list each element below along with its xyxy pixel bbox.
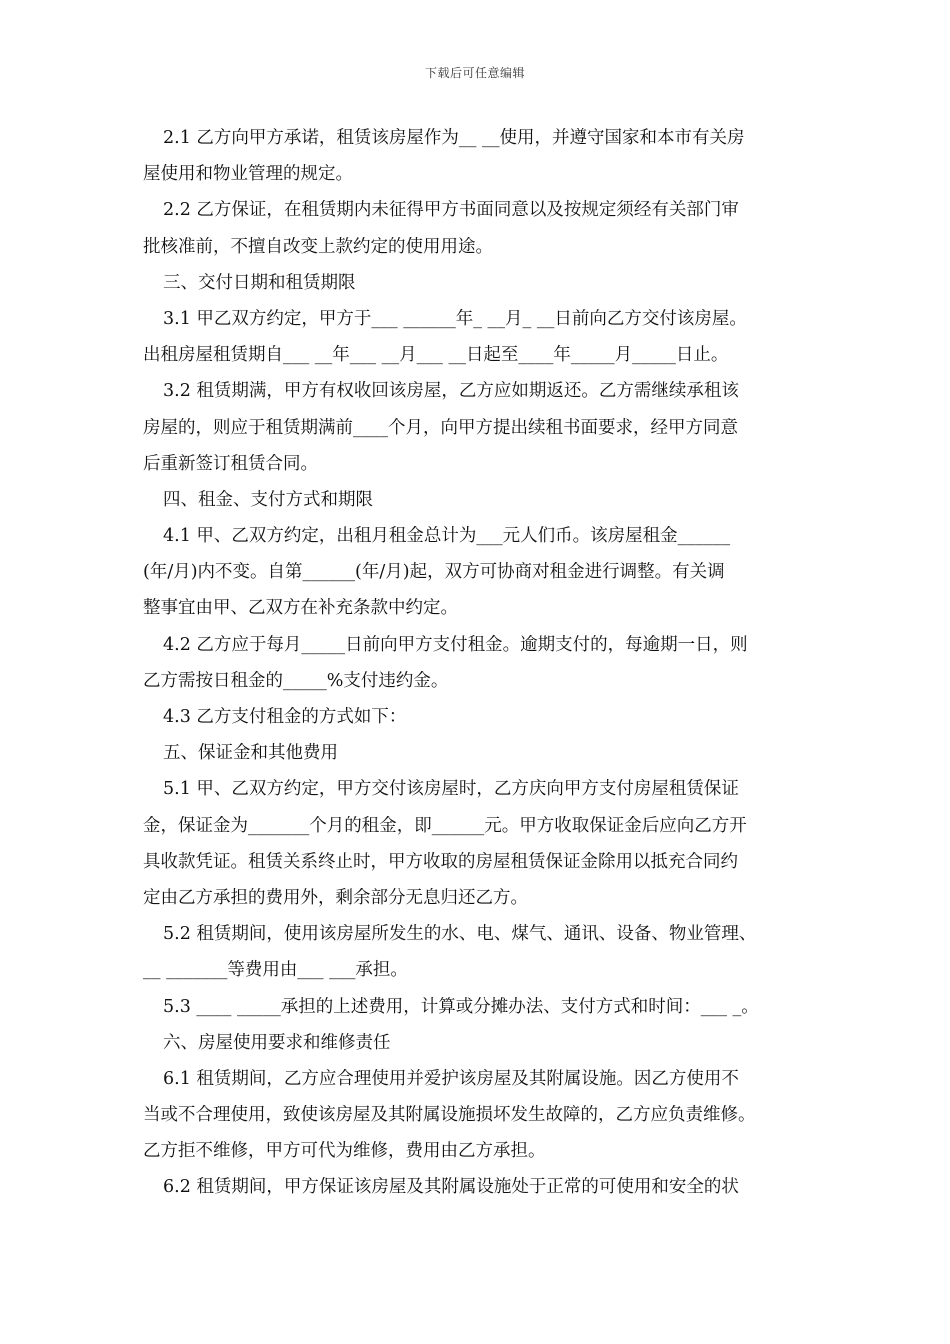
contract-body [143,120,815,1206]
text-line: 5.2 租赁期间，使用该房屋所发生的水、电、煤气、通讯、设备、物业管理、 [163,924,757,945]
header-note: 下载后可任意编辑 [424,66,525,80]
text-line: (年/月)内不变。自第______(年/月)起，双方可协商对租金进行调整。有关调 [143,562,725,583]
text-line: 房屋的，则应于租赁期满前____个月，向甲方提出续租书面要求，经甲方同意 [143,417,738,438]
text-line: 屋使用和物业管理的规定。 [143,164,353,185]
text-line: 5.3 ____ _____承担的上述费用，计算或分摊办法、支付方式和时间：___ _。 [163,996,759,1017]
text-line: 5.1 甲、乙双方约定，甲方交付该房屋时，乙方庆向甲方支付房屋租赁保证 [163,779,739,800]
text-line: __ _______等费用由___ ___承担。 [143,960,408,981]
text-line: 后重新签订租赁合同。 [143,453,318,474]
text-line: 4.2 乙方应于每月_____日前向甲方支付租金。逾期支付的，每逾期一日，则 [163,634,748,655]
section-heading: 五、保证金和其他费用 [163,743,338,764]
text-line: 4.1 甲、乙双方约定，出租月租金总计为___元人们币。该房屋租金______ [163,526,731,547]
text-line: 3.1 甲乙双方约定，甲方于___ ______年_ __月_ __日前向乙方交付该房屋。 [163,308,747,329]
text-line: 乙方拒不维修，甲方可代为维修，费用由乙方承担。 [143,1141,546,1162]
section-heading: 六、房屋使用要求和维修责任 [163,1032,391,1053]
text-line: 3.2 租赁期满，甲方有权收回该房屋，乙方应如期返还。乙方需继续承租该 [163,381,739,402]
text-line: 当或不合理使用，致使该房屋及其附属设施损坏发生故障的，乙方应负责维修。 [143,1105,756,1126]
text-line: 批核准前，不擅自改变上款约定的使用用途。 [143,236,493,257]
text-line: 乙方需按日租金的_____%支付违约金。 [143,670,449,691]
section-heading: 三、交付日期和租赁期限 [163,272,356,293]
text-line: 6.2 租赁期间，甲方保证该房屋及其附属设施处于正常的可使用和安全的状 [163,1177,739,1198]
section-heading: 四、租金、支付方式和期限 [163,489,373,510]
text-line: 整事宜由甲、乙双方在补充条款中约定。 [143,598,458,619]
text-line: 2.1 乙方向甲方承诺，租赁该房屋作为__ __使用，并遵守国家和本市有关房 [163,128,745,148]
text-line: 6.1 租赁期间，乙方应合理使用并爱护该房屋及其附属设施。因乙方使用不 [163,1068,739,1089]
text-line: 4.3 乙方支付租金的方式如下： [163,707,407,727]
text-line: 定由乙方承担的费用外，剩余部分无息归还乙方。 [143,887,528,908]
text-line: 具收款凭证。租赁关系终止时，甲方收取的房屋租赁保证金除用以抵充合同约 [143,851,738,872]
text-line: 2.2 乙方保证，在租赁期内未征得甲方书面同意以及按规定须经有关部门审 [163,200,739,221]
text-line: 出租房屋租赁期自___ __年___ __月___ __日起至____年_____月_____日止。 [143,345,729,366]
text-line: 金，保证金为_______个月的租金，即______元。甲方收取保证金后应向乙方开 [143,815,747,836]
